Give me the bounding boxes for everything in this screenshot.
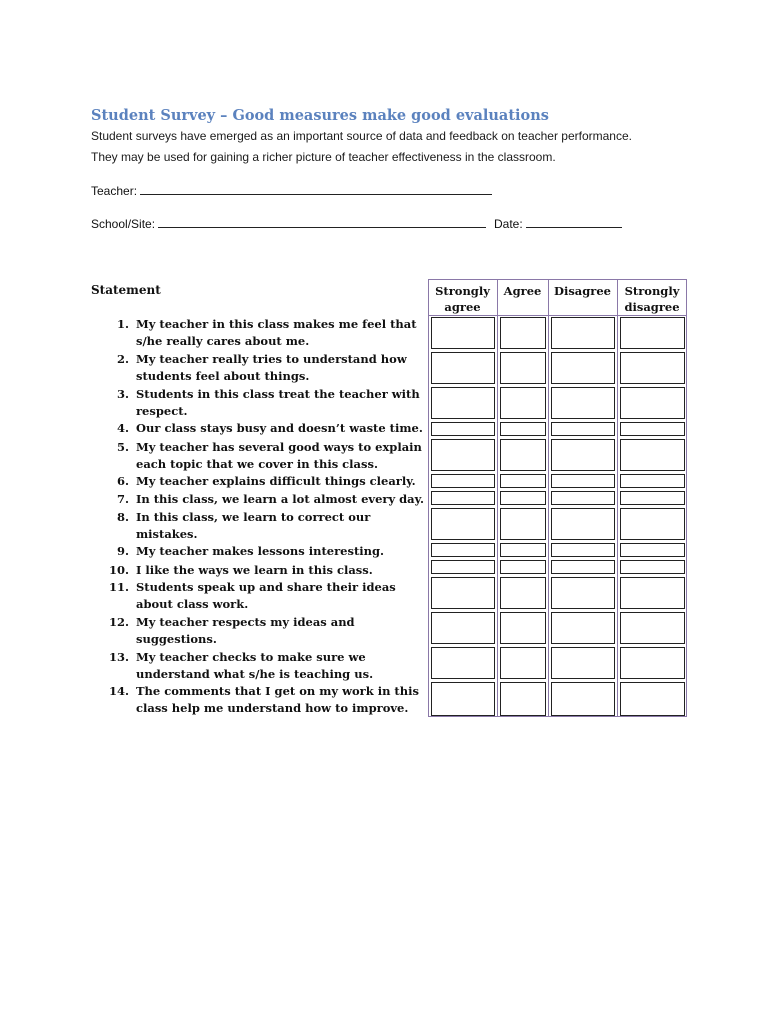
statement-number: 3. [116, 387, 129, 401]
statement-number: 14. [108, 684, 129, 698]
response-checkbox[interactable] [431, 352, 495, 384]
column-header-line-1: Strongly [624, 284, 680, 298]
response-checkbox[interactable] [431, 612, 495, 644]
statement-text [136, 543, 384, 560]
statement-text-line-1: My teacher has several good ways to explain [136, 440, 422, 454]
column-header-line-2: disagree [624, 300, 680, 314]
statement-text-line-1: My teacher makes lessons interesting. [136, 544, 385, 558]
page-title: Student Survey – Good measures make good evaluations [91, 107, 549, 124]
statement-text [136, 473, 416, 490]
statement-text [136, 509, 370, 543]
response-checkbox[interactable] [500, 474, 546, 488]
response-checkbox[interactable] [551, 422, 615, 436]
statement-text [136, 579, 396, 613]
response-checkbox[interactable] [431, 317, 495, 349]
response-checkbox[interactable] [551, 474, 615, 488]
response-checkbox[interactable] [431, 647, 495, 679]
response-checkbox[interactable] [551, 439, 615, 471]
intro-line-1: Student surveys have emerged as an important source of data and feedback on teacher performance. [91, 129, 632, 143]
statement-text-line-2: respect. [136, 404, 188, 418]
column-header-line-1: Strongly [435, 284, 490, 298]
statement-text-line-1: In this class, we learn a lot almost every day. [136, 492, 424, 506]
statement-text-line-2: each topic that we cover in this class. [136, 457, 378, 471]
response-checkbox[interactable] [620, 387, 685, 419]
response-checkbox[interactable] [500, 577, 546, 609]
response-checkbox[interactable] [500, 439, 546, 471]
statement-text-line-2: mistakes. [136, 527, 198, 541]
response-checkbox[interactable] [500, 647, 546, 679]
response-checkbox[interactable] [551, 387, 615, 419]
response-checkbox[interactable] [551, 317, 615, 349]
statement-header: Statement [91, 283, 161, 297]
statement-text [136, 562, 373, 579]
school-field [91, 215, 486, 231]
response-checkbox[interactable] [500, 508, 546, 540]
statement-text-line-1: My teacher in this class makes me feel that [136, 317, 417, 331]
response-checkbox[interactable] [551, 682, 615, 716]
response-checkbox[interactable] [500, 422, 546, 436]
response-checkbox[interactable] [620, 352, 685, 384]
response-checkbox[interactable] [620, 647, 685, 679]
response-checkbox[interactable] [620, 491, 685, 505]
response-checkbox[interactable] [620, 439, 685, 471]
response-checkbox[interactable] [431, 508, 495, 540]
response-checkbox[interactable] [620, 682, 685, 716]
statement-text [136, 439, 422, 473]
statement-text [136, 351, 407, 385]
statement-text-line-1: My teacher explains difficult things clearly. [136, 474, 416, 488]
column-divider [617, 279, 618, 717]
response-checkbox[interactable] [620, 474, 685, 488]
teacher-label: Teacher: [91, 184, 138, 198]
statement-text-line-1: Students in this class treat the teacher with [136, 387, 420, 401]
column-header-line-2: agree [444, 300, 481, 314]
statement-text-line-1: I like the ways we learn in this class. [136, 563, 373, 577]
response-checkbox[interactable] [431, 543, 495, 557]
statement-text-line-2: about class work. [136, 597, 249, 611]
response-checkbox[interactable] [551, 491, 615, 505]
statement-text [136, 386, 420, 420]
statement-text [136, 316, 417, 350]
statement-text-line-1: Students speak up and share their ideas [136, 580, 396, 594]
response-checkbox[interactable] [431, 560, 495, 574]
date-label: Date: [494, 217, 523, 231]
header-divider [428, 315, 687, 316]
column-header-4 [617, 283, 687, 315]
response-checkbox[interactable] [620, 560, 685, 574]
statement-text [136, 491, 424, 508]
statement-number: 9. [116, 544, 129, 558]
statement-number: 5. [116, 440, 129, 454]
response-checkbox[interactable] [620, 543, 685, 557]
response-checkbox[interactable] [551, 612, 615, 644]
statement-number: 1. [116, 317, 129, 331]
school-label: School/Site: [91, 217, 156, 231]
statement-text-line-1: My teacher respects my ideas and [136, 615, 355, 629]
teacher-input-line[interactable] [140, 182, 492, 195]
response-checkbox[interactable] [431, 474, 495, 488]
response-checkbox[interactable] [431, 439, 495, 471]
statement-number: 8. [116, 510, 129, 524]
statement-number: 12. [108, 615, 129, 629]
response-checkbox[interactable] [620, 612, 685, 644]
response-checkbox[interactable] [431, 387, 495, 419]
date-input-line[interactable] [526, 215, 622, 228]
column-header-line-1: Agree [503, 284, 542, 298]
statement-text [136, 614, 355, 648]
statement-text-line-1: My teacher checks to make sure we [136, 650, 366, 664]
statement-number: 7. [116, 492, 129, 506]
column-header-line-1: Disagree [553, 284, 611, 298]
date-field [494, 215, 622, 231]
response-checkbox[interactable] [551, 352, 615, 384]
response-checkbox[interactable] [500, 352, 546, 384]
column-divider [497, 279, 498, 717]
response-checkbox[interactable] [500, 543, 546, 557]
statement-number: 2. [116, 352, 129, 366]
statement-number: 13. [108, 650, 129, 664]
response-checkbox[interactable] [551, 577, 615, 609]
column-header-2 [497, 283, 548, 299]
statement-text-line-1: In this class, we learn to correct our [136, 510, 371, 524]
response-checkbox[interactable] [551, 508, 615, 540]
response-checkbox[interactable] [620, 508, 685, 540]
response-checkbox[interactable] [500, 317, 546, 349]
statement-text-line-2: suggestions. [136, 632, 217, 646]
response-checkbox[interactable] [620, 317, 685, 349]
statement-text-line-2: understand what s/he is teaching us. [136, 667, 374, 681]
statement-text-line-2: students feel about things. [136, 369, 310, 383]
statement-text-line-1: My teacher really tries to understand how [136, 352, 407, 366]
column-divider [548, 279, 549, 717]
statement-text-line-2: s/he really cares about me. [136, 334, 310, 348]
school-input-line[interactable] [158, 215, 486, 228]
intro-line-2: They may be used for gaining a richer picture of teacher effectiveness in the classroom. [91, 150, 556, 164]
statement-text [136, 683, 419, 717]
statement-text-line-1: Our class stays busy and doesn’t waste time. [136, 421, 423, 435]
response-checkbox[interactable] [620, 577, 685, 609]
column-header-3 [548, 283, 617, 299]
statement-text [136, 649, 373, 683]
response-checkbox[interactable] [500, 682, 546, 716]
statement-number: 4. [116, 421, 129, 435]
statement-number: 10. [108, 563, 129, 577]
response-checkbox[interactable] [551, 543, 615, 557]
response-checkbox[interactable] [500, 612, 546, 644]
response-checkbox[interactable] [431, 682, 495, 716]
statement-number: 11. [108, 580, 129, 594]
column-header-1 [428, 283, 497, 315]
response-checkbox[interactable] [431, 491, 495, 505]
statement-text-line-2: class help me understand how to improve. [136, 701, 409, 715]
response-checkbox[interactable] [551, 647, 615, 679]
response-checkbox[interactable] [500, 491, 546, 505]
response-checkbox[interactable] [500, 560, 546, 574]
response-checkbox[interactable] [500, 387, 546, 419]
statement-number: 6. [116, 474, 129, 488]
response-checkbox[interactable] [431, 422, 495, 436]
teacher-field [91, 182, 492, 198]
statement-text-line-1: The comments that I get on my work in this [136, 684, 419, 698]
response-checkbox[interactable] [551, 560, 615, 574]
response-checkbox[interactable] [431, 577, 495, 609]
statement-text [136, 420, 423, 437]
response-checkbox[interactable] [620, 422, 685, 436]
